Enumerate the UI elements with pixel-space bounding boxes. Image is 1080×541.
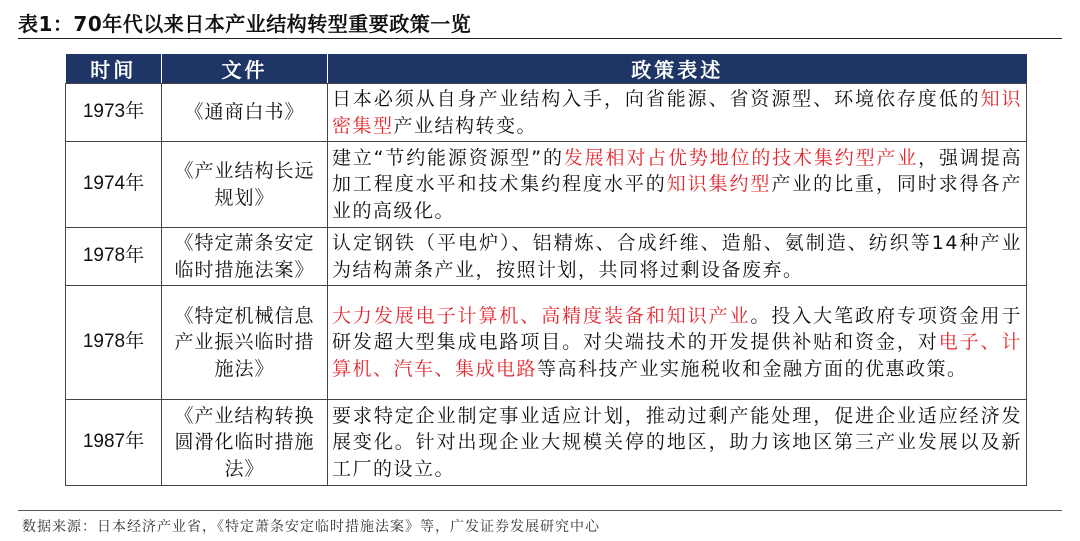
policy-table: [65, 54, 1027, 486]
table-row: [66, 84, 1027, 142]
header-policy: 政策表述: [328, 54, 1027, 84]
row-description: [328, 228, 1027, 286]
description-text: 日本必须从自身产业结构入手，向省能源、省资源型、环境依存度低的: [332, 88, 981, 110]
description-text: 。投入大笔政府专项资金用于研发超大型集成电路项目。对尖端技术的开发提供补贴和资金，对: [332, 304, 1022, 354]
table-row: [66, 142, 1027, 228]
highlighted-text: 电子、计算机、汽车、集成电路: [332, 331, 1022, 380]
row-description: [328, 400, 1027, 486]
description-text: 等高科技产业实施税收和金融方面的优惠政策。: [537, 357, 968, 380]
table-header-row: [66, 54, 1027, 84]
table-row: [66, 400, 1027, 486]
row-year: 1978年: [66, 286, 162, 400]
description-text: 产业结构转变。: [393, 114, 538, 137]
title-divider: [18, 38, 1062, 39]
row-year: 1987年: [66, 400, 162, 486]
row-year: 1974年: [66, 142, 162, 228]
row-document: 《特定机械信息产业振兴临时措施法》: [162, 286, 328, 400]
description-text: ，强调提高加工程度水平和技术集约程度水平的: [332, 146, 1022, 196]
row-description: [328, 286, 1027, 400]
description-text: 建立“节约能源资源型”的: [332, 146, 564, 169]
source-note: 数据来源：日本经济产业省，《特定萧条安定临时措施法案》等，广发证券发展研究中心: [22, 519, 600, 535]
row-description: [328, 142, 1027, 228]
row-document: 《特定萧条安定临时措施法案》: [162, 228, 328, 286]
row-document: 《产业结构转换圆滑化临时措施法》: [162, 400, 328, 486]
header-document: 文件: [162, 54, 328, 84]
table-row: [66, 228, 1027, 286]
row-document: 《产业结构长远规划》: [162, 142, 328, 228]
table-row: [66, 286, 1027, 400]
description-text: 认定钢铁（平电炉）、铝精炼、合成纤维、造船、氨制造、纺织等14种产业为结构萧条产业，按照计划，共同将过剩设备废弃。: [332, 232, 1022, 281]
page-title: 表1：70年代以来日本产业结构转型重要政策一览: [18, 12, 472, 36]
highlighted-text: 大力发展电子计算机、高精度装备和知识产业: [332, 304, 751, 327]
highlighted-text: 发展相对占优势地位的技术集约型产业: [563, 146, 919, 169]
description-text: 要求特定企业制定事业适应计划，推动过剩产能处理，促进企业适应经济发展变化。针对出现企业大规模关停的地区，助力该地区第三产业发展以及新工厂的设立。: [332, 404, 1022, 480]
description-text: 产业的比重，同时求得各产业的高级化。: [332, 173, 1022, 222]
header-time: 时间: [66, 54, 162, 84]
row-year: 1978年: [66, 228, 162, 286]
highlighted-text: 知识集约型: [666, 173, 772, 196]
row-year: 1973年: [66, 84, 162, 142]
highlighted-text: 知识密集型: [332, 88, 1022, 137]
row-document: 《通商白书》: [162, 84, 328, 142]
footer-divider: [18, 510, 1062, 511]
row-description: [328, 84, 1027, 142]
